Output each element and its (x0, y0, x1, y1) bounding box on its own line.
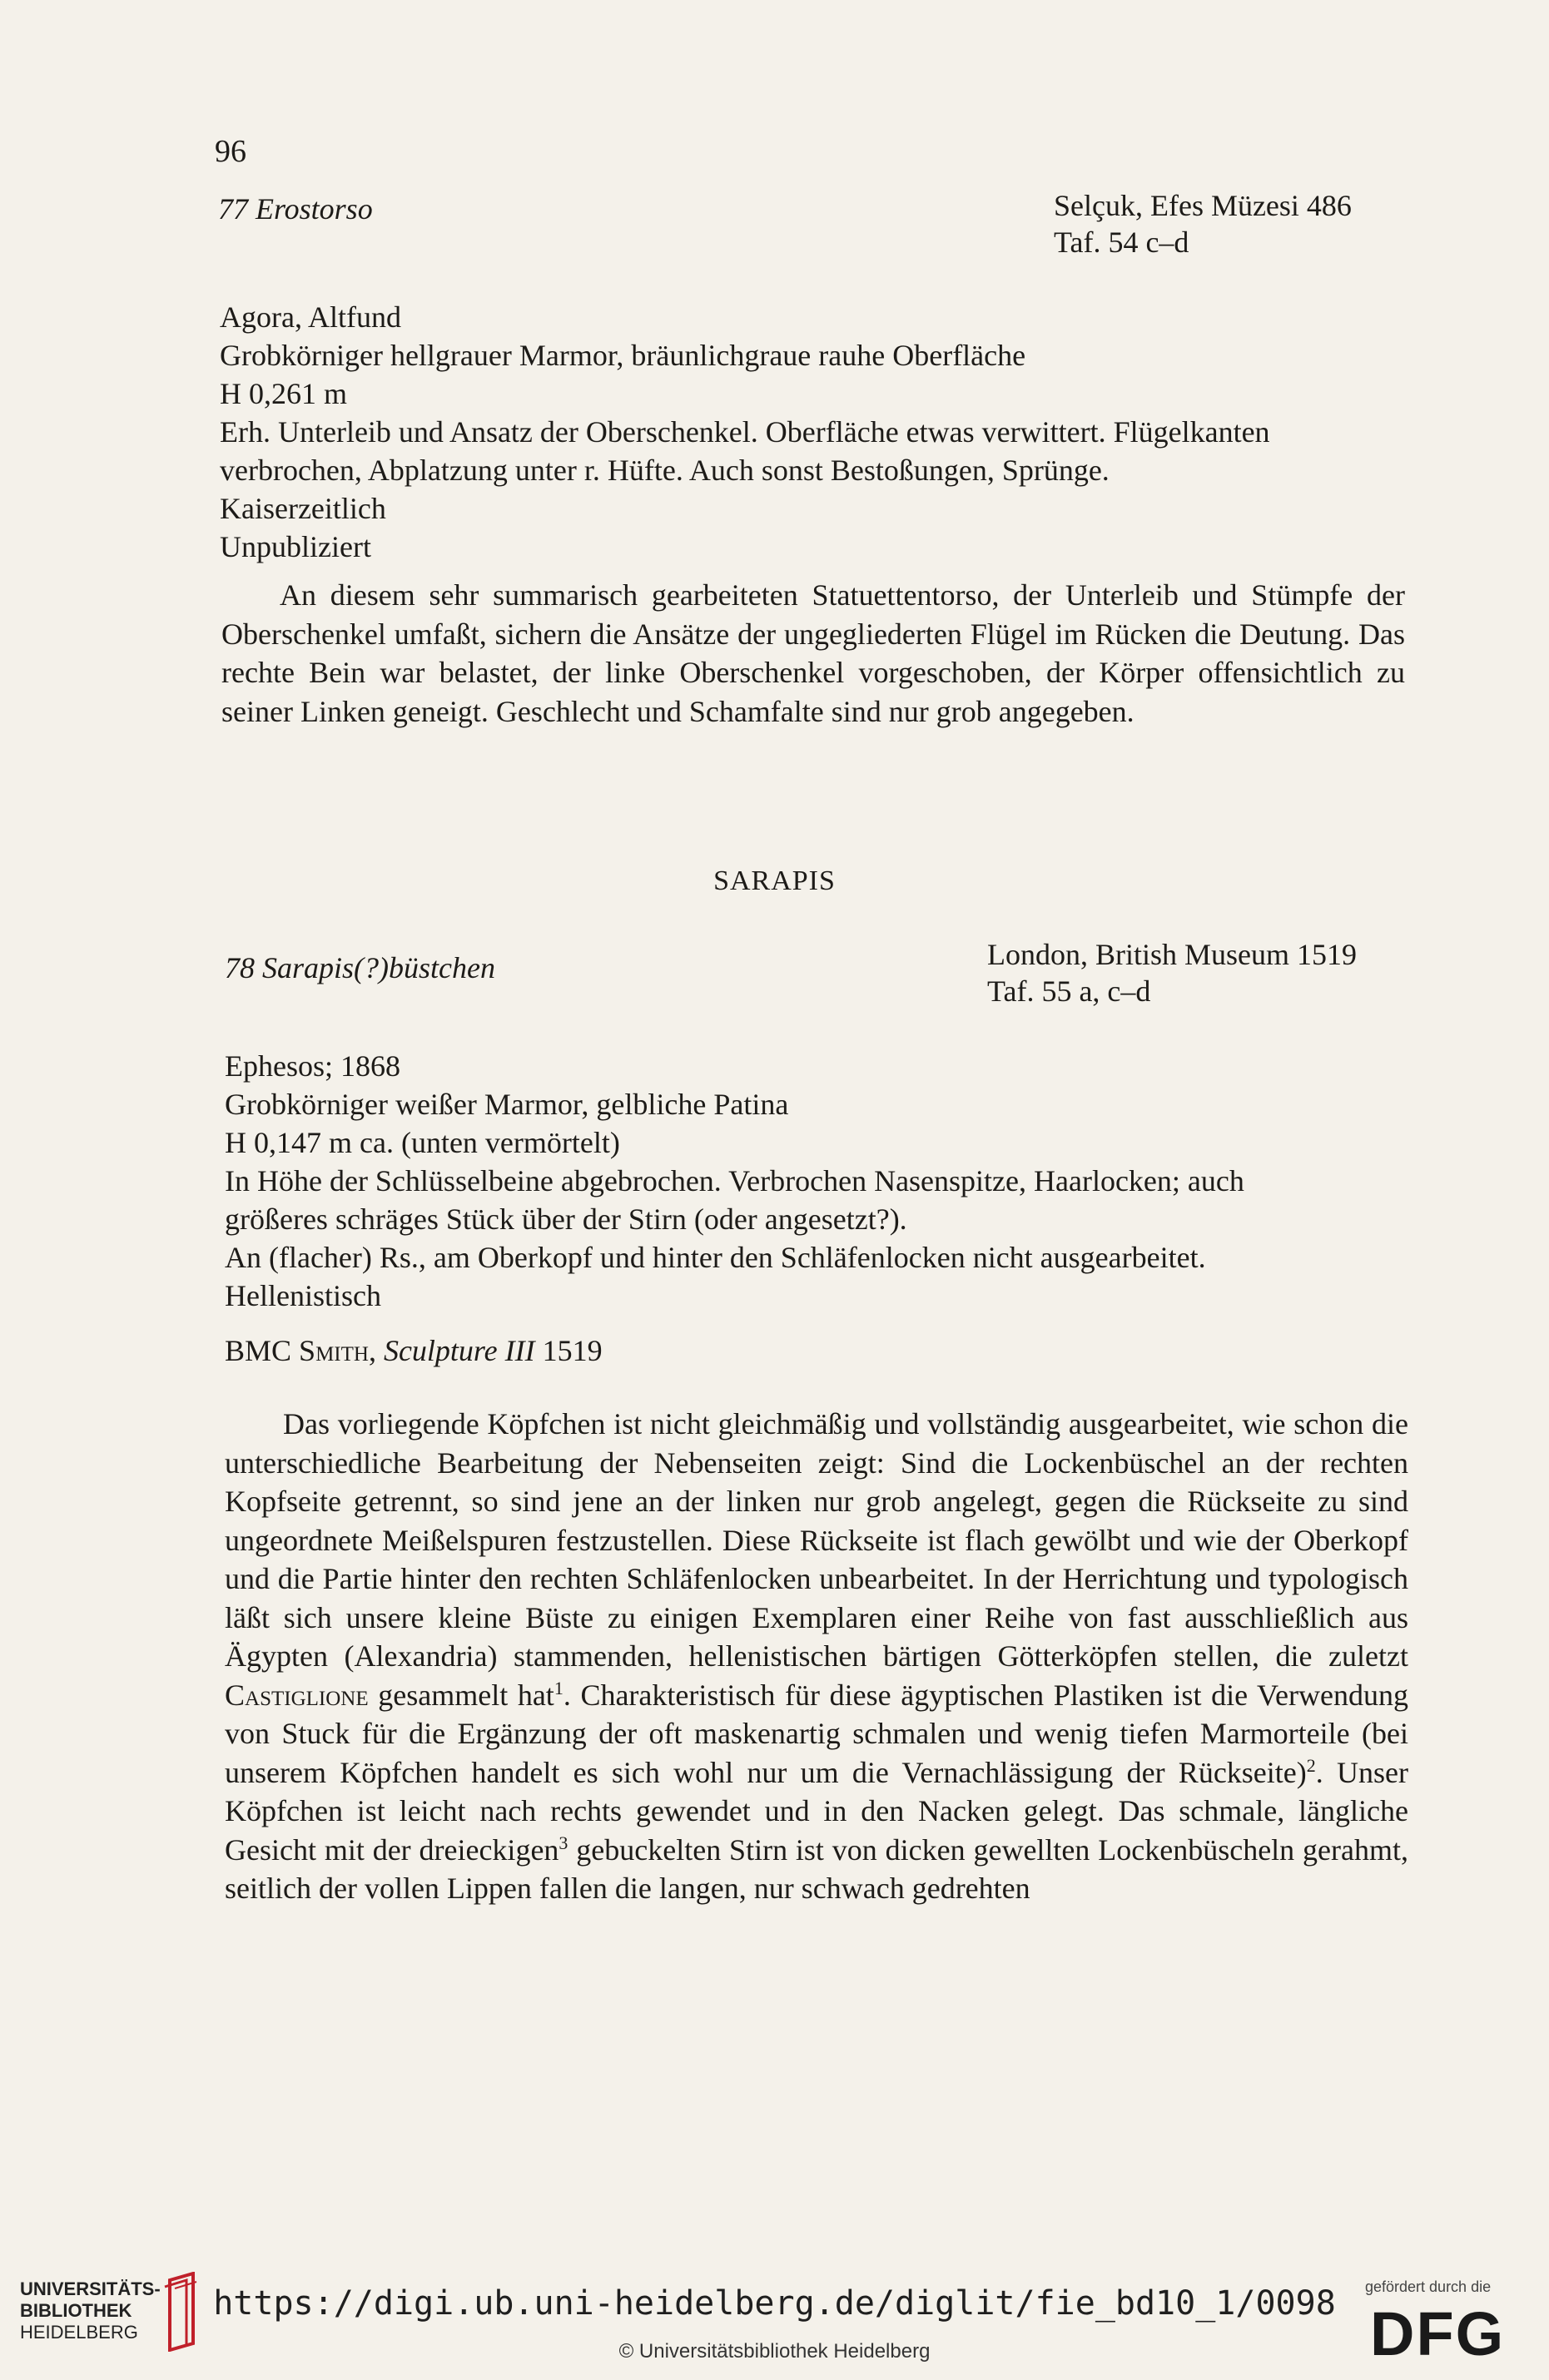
entry-78-heading: 78 Sarapis(?)büstchen (225, 951, 495, 984)
paragraph-text: . Charakteristisch für diese ägyptischen Plastiken ist die Verwendung von Stuck für die Ergänzung der oft maskenartig schmalen und wenig tiefen Marmorteile (bei unserem Köpfchen handelt es sich wohl nur um die Vernachlässigung der Rückseite) (225, 1678, 1408, 1789)
document-url-link[interactable]: https://digi.ub.uni-heidelberg.de/diglit/fie_bd10_1/0098 (213, 2284, 1336, 2323)
entry-77-plate: Taf. 54 c–d (1054, 226, 1189, 259)
detail-line: Agora, Altfund (220, 300, 401, 334)
bib-prefix: BMC (225, 1334, 292, 1367)
paragraph-text: An diesem sehr summarisch gearbeiteten Statuettentorso, der Unterleib und Stümpfe der Oberschenkel umfaßt, sichern die Ansätze der ungegliederten Flügel im Rücken die Deutung. Das rechte Bein war belastet, der linke Oberschenkel vorgeschoben, der Körper offensichtlich zu seiner Linken geneigt. Geschlecht und Schamfalte sind nur grob angegeben. (221, 578, 1405, 728)
entry-78-details (225, 1047, 1407, 1315)
copyright-notice: © Universitätsbibliothek Heidelberg (618, 2340, 931, 2363)
bib-number: 1519 (542, 1334, 603, 1367)
detail-line: Erh. Unterleib und Ansatz der Oberschenkel. Oberfläche etwas verwittert. Flügelkanten (220, 415, 1270, 449)
footnote-ref[interactable]: 1 (554, 1677, 563, 1698)
bib-title: Sculpture III (383, 1334, 535, 1367)
funding-note: gefördert durch die (1365, 2278, 1492, 2295)
library-name-line: BIBLIOTHEK (20, 2300, 132, 2321)
entry-77-location: Selçuk, Efes Müzesi 486 (1054, 189, 1352, 222)
detail-line: größeres schräges Stück über der Stirn (oder angesetzt?). (225, 1202, 907, 1236)
entry-78-plate: Taf. 55 a, c–d (987, 974, 1151, 1008)
entry-78-location: London, British Museum 1519 (987, 938, 1358, 971)
entry-78-bibliography (225, 1331, 1407, 1370)
author-name: Castiglione (225, 1678, 369, 1712)
detail-line: An (flacher) Rs., am Oberkopf und hinter den Schläfenlocken nicht ausgearbeitet. (225, 1241, 1206, 1274)
detail-line: Unpubliziert (220, 530, 371, 563)
paragraph-text: . Unser Köpfchen ist leicht nach rechts gewendet und in den Nacken gelegt. Das schmale, längliche Gesicht mit der dreieckigen (225, 1755, 1408, 1867)
paragraph-text: Das vorliegende Köpfchen ist nicht gleichmäßig und vollständig ausgearbeitet, wie schon die unterschiedliche Bearbeitung der Nebenseiten zeigt: Sind die Lockenbüschel an der rechten Kopfseite getrennt, so sind jene an der linken nur grob angelegt, gegen die Rückseite zu sind ungeordnete Meißelspuren festzustellen. Diese Rückseite ist flach gewölbt und wie der Oberkopf und die Partie hinter den rechten Schläfenlocken unbearbeitet. In der Herrichtung und typologisch läßt sich unsere kleine Büste zu einigen Exemplaren einer Reihe von fast ausschließlich aus Ägypten (Alexandria) stammenden, hellenistischen bärtigen Götterköpfen stellen, die zuletzt (225, 1407, 1408, 1673)
footnote-ref[interactable]: 2 (1306, 1754, 1316, 1776)
entry-77-details (220, 298, 1402, 566)
library-name-line: HEIDELBERG (20, 2322, 138, 2343)
bib-author: Smith, (299, 1334, 376, 1367)
detail-line: Kaiserzeitlich (220, 492, 386, 525)
paragraph-text: gebuckelten Stirn ist von dicken gewellten Lockenbüscheln gerahmt, seitlich der vollen Lippen fallen die langen, nur schwach gedrehten (225, 1832, 1408, 1905)
detail-line: In Höhe der Schlüsselbeine abgebrochen. Verbrochen Nasenspitze, Haarlocken; auch (225, 1164, 1244, 1197)
paragraph-text: gesammelt hat (368, 1678, 554, 1712)
detail-line: H 0,147 m ca. (unten vermörtelt) (225, 1126, 620, 1159)
detail-line: Grobkörniger weißer Marmor, gelbliche Patina (225, 1088, 789, 1121)
entry-78-paragraph (225, 1405, 1408, 1908)
section-title: SARAPIS (713, 865, 836, 896)
detail-line: Ephesos; 1868 (225, 1049, 400, 1083)
footnote-ref[interactable]: 3 (559, 1832, 568, 1853)
entry-77-heading: 77 Erostorso (218, 192, 373, 226)
detail-line: Hellenistisch (225, 1279, 381, 1312)
dfg-logo[interactable]: DFG (1370, 2299, 1506, 2368)
detail-line: Grobkörniger hellgrauer Marmor, bräunlichgraue rauhe Oberfläche (220, 339, 1026, 372)
page-number: 96 (215, 134, 246, 169)
detail-line: H 0,261 m (220, 377, 347, 410)
library-name-line: UNIVERSITÄTS- (20, 2278, 161, 2299)
entry-77-paragraph (221, 576, 1405, 731)
detail-line: verbrochen, Abplatzung unter r. Hüfte. Auch sonst Bestoßungen, Sprünge. (220, 454, 1110, 487)
